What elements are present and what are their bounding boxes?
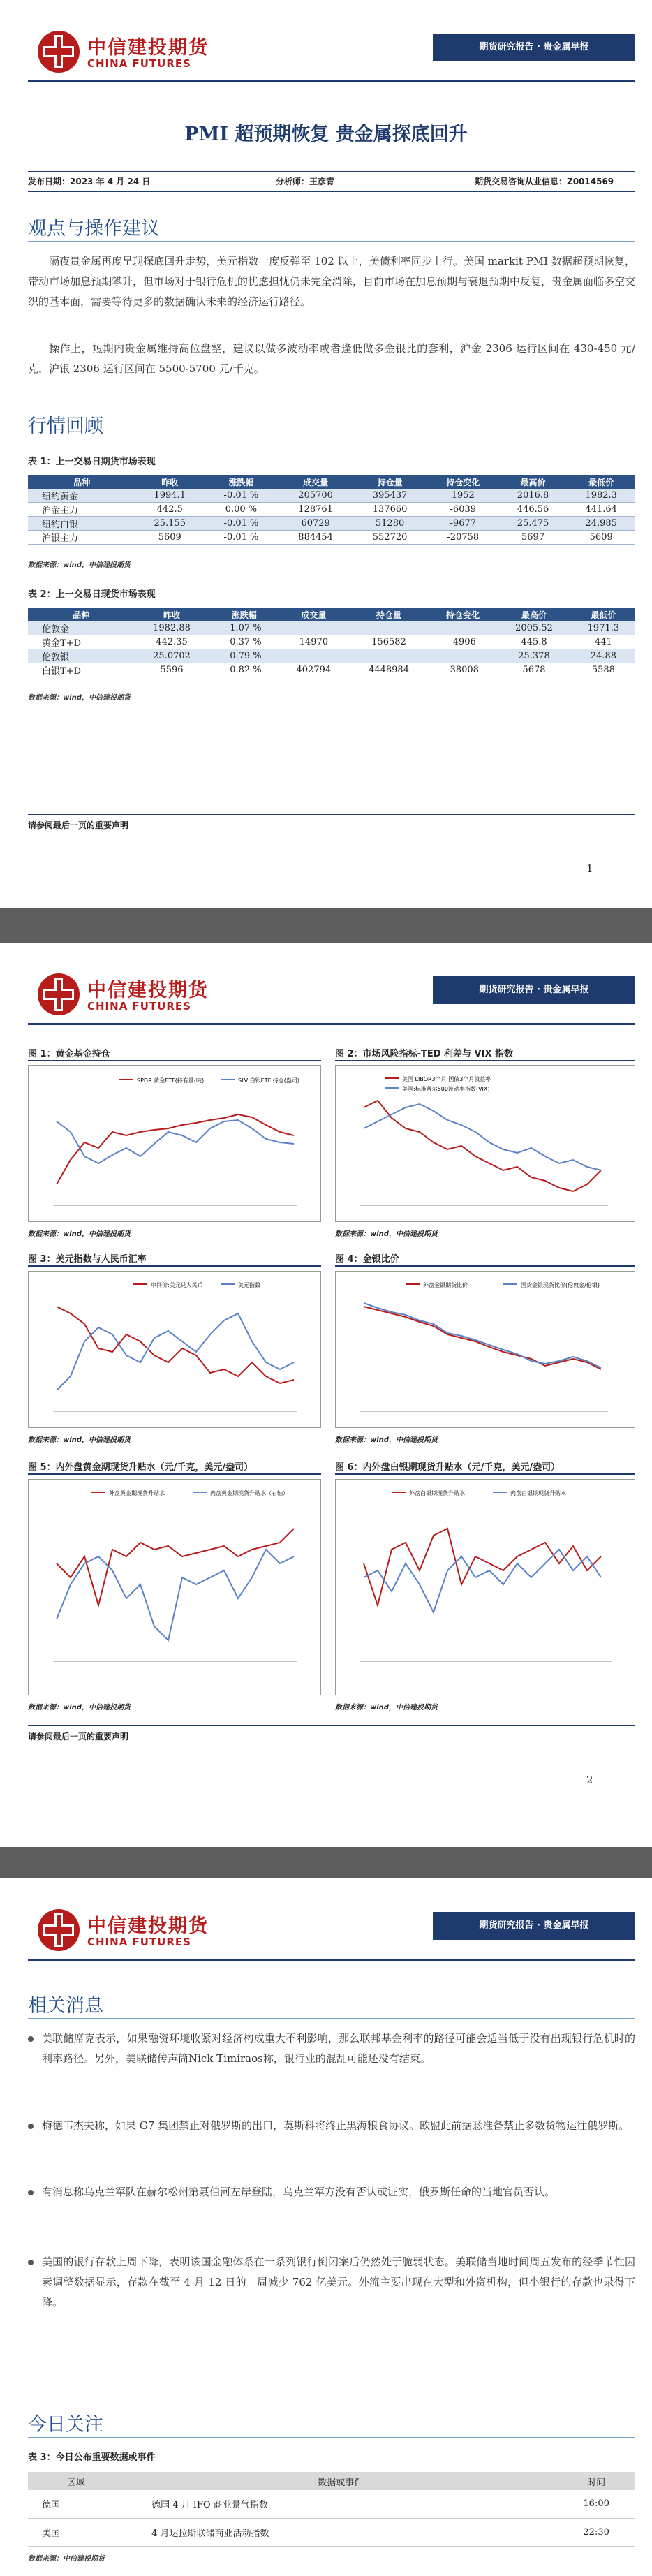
chart6-source: 数据来源：wind，中信建投期货 [335,1704,438,1712]
table-cell: 5596 [134,663,209,677]
page-number: 1 [586,862,593,875]
chart5-series-1 [57,1529,294,1605]
column-header: 持仓量 [353,475,427,489]
table-cell: 402794 [279,663,348,677]
table-cell: 22:30 [557,2518,635,2546]
table-row [28,649,635,663]
chart2-legend-2: 美国:标准普尔500波动率指数(VIX) [402,1086,490,1092]
table-row [28,531,635,545]
chart1-source: 数据来源：wind，中信建投期货 [28,1230,131,1238]
table-cell: – [348,621,429,635]
table-row [28,635,635,649]
section-title-today: 今日关注 [28,2414,103,2436]
column-header: 持仓变化 [427,475,499,489]
table-cell: -38008 [429,663,496,677]
table-row [28,621,635,635]
column-header: 涨跌幅 [204,475,279,489]
disclaimer: 请参阅最后一页的重要声明 [28,1725,635,1742]
table-cell: 156582 [348,635,429,649]
column-header: 昨收 [135,475,204,489]
column-header: 昨收 [134,608,209,621]
table-row [28,517,635,531]
table2-source: 数据来源：wind，中信建投期货 [28,694,131,702]
table-cell: 沪银主力 [28,531,135,545]
chart-title-rule [28,1060,321,1061]
column-header: 最低价 [572,608,635,621]
table-cell: 1994.1 [135,489,204,503]
chart6-series-1 [364,1529,601,1605]
table-cell: -6039 [427,503,499,517]
column-header: 成交量 [279,608,348,621]
table-cell [279,649,348,663]
news-item: 梅德韦杰夫称，如果 G7 集团禁止对俄罗斯的出口，莫斯科将终止黑海粮食协议。欧盟此前据悉准备禁止多数货物运往俄罗斯。 [42,2116,635,2136]
report-tag: 期货研究报告 · 贵金属早报 [433,976,635,1004]
chart3-source: 数据来源：wind，中信建投期货 [28,1436,131,1444]
company-logo-icon [36,972,81,1017]
table-cell: 25.475 [499,517,568,531]
table-row [28,489,635,503]
logo-en: CHINA FUTURES [87,1936,191,1948]
table-cell: 沪金主力 [28,503,135,517]
chart3-box [28,1271,321,1428]
table-cell: 2005.52 [496,621,572,635]
section-divider [28,2437,635,2438]
page-header [0,0,652,91]
chart1-plot [29,1066,320,1221]
table-cell: 24.88 [572,649,635,663]
chart4-box [335,1271,635,1428]
header-divider [28,80,635,82]
section-divider [28,241,635,242]
futures-table [28,475,635,545]
table-cell: 5678 [496,663,572,677]
table-cell: 纽约白银 [28,517,135,531]
table-cell: 1982.88 [134,621,209,635]
section-title-review: 行情回顾 [28,415,103,437]
license: 期货交易咨询从业信息：Z0014569 [475,177,614,186]
table-cell: 25.0702 [134,649,209,663]
table-cell: -0.82 % [209,663,279,677]
table-cell: 美国 [28,2518,124,2546]
chart1-box [28,1065,321,1222]
column-header: 数据或事件 [124,2472,557,2490]
spot-table [28,608,635,677]
publish-date: 发布日期：2023 年 4 月 24 日 [28,177,151,186]
chart3-legend-2: 美元指数 [238,1282,260,1288]
table3-title: 表 3：今日公布重要数据或事件 [28,2452,156,2463]
chart6-legend-2: 内盘白银期现货升贴水 [510,1490,566,1496]
table-cell: 442.5 [135,503,204,517]
chart3-series-1 [57,1307,294,1383]
logo-cn: 中信建投期货 [87,37,209,59]
table-cell: 14970 [279,635,348,649]
column-header: 品种 [28,608,134,621]
table-cell: 16:00 [557,2490,635,2518]
table2-title: 表 2：上一交易日现货市场表现 [28,589,156,600]
table-cell: 伦敦银 [28,649,134,663]
column-header: 持仓量 [348,608,429,621]
chart6-box [335,1479,635,1695]
chart1-legend-2: SLV 白银ETF 持仓(盎司) [238,1077,299,1084]
company-logo-icon [36,1908,81,1952]
logo-cn: 中信建投期货 [87,980,209,1001]
table-cell: -0.79 % [209,649,279,663]
table-cell: 德国 4 月 IFO 商业景气指数 [124,2490,557,2518]
news-item: 美联储席克表示，如果融资环境收紧对经济构成重大不利影响，那么联邦基金利率的路径可能会适当低于没有出现银行危机时的利率路径。另外，美联储传声筒Nick Timiraos称，银行业的混乱可能还没有结束。 [42,2029,635,2069]
chart2-legend-1: 美国 LIBOR3个月 国债3个月收益率 [402,1076,491,1082]
table-cell: – [279,621,348,635]
table-cell: 4448984 [348,663,429,677]
chart1-legend-1: SPDR 黄金ETF(持有量(吨) [137,1077,205,1084]
chart5-title: 图 5：内外盘黄金期现货升贴水（元/千克，美元/盎司） [28,1462,253,1473]
column-header: 最高价 [496,608,572,621]
chart-title-rule [28,1265,321,1267]
chart6-legend-1: 外盘白银期现货升贴水 [409,1490,465,1496]
chart2-box [335,1065,635,1222]
table-cell: 205700 [279,489,353,503]
table-cell [348,649,429,663]
table-cell: 5609 [567,531,635,545]
chart4-plot [336,1272,635,1427]
table-cell: -0.01 % [204,531,279,545]
table-cell: 445.8 [496,635,572,649]
column-header: 时间 [557,2472,635,2490]
table-row [28,663,635,677]
events-table [28,2472,635,2547]
table-cell: -20758 [427,531,499,545]
chart1-series-1 [57,1114,294,1184]
column-header: 最高价 [499,475,568,489]
column-header: 区域 [28,2472,124,2490]
table-cell: -4906 [429,635,496,649]
table-cell: 5588 [572,663,635,677]
table-cell: 441 [572,635,635,649]
news-item: 有消息称乌克兰军队在赫尔松州第聂伯河左岸登陆，乌克兰军方没有否认或证实，俄罗斯任命的当地官员否认。 [42,2182,635,2202]
section-divider [28,2018,635,2019]
table-cell: 552720 [353,531,427,545]
page-2 [0,943,652,1847]
chart3-legend-1: 中间价:美元兑人民币 [151,1282,203,1288]
chart-title-rule [335,1060,635,1061]
table-cell: 446.56 [499,503,568,517]
report-tag: 期货研究报告 · 贵金属早报 [433,1912,635,1940]
table-cell: 1952 [427,489,499,503]
table-cell: 5609 [135,531,204,545]
table-cell: 884454 [279,531,353,545]
table-cell [429,649,496,663]
logo-en: CHINA FUTURES [87,1000,191,1013]
table-cell: 128761 [279,503,353,517]
table-cell: 51280 [353,517,427,531]
chart6-plot [336,1480,635,1695]
table-cell: 黄金T+D [28,635,134,649]
table-cell: 25.378 [496,649,572,663]
table-cell: 442.35 [134,635,209,649]
analyst: 分析师：王彦青 [276,177,335,186]
chart2-source: 数据来源：wind，中信建投期货 [335,1230,438,1238]
table-cell: -0.01 % [204,517,279,531]
table-cell: 24.985 [567,517,635,531]
chart3-title: 图 3：美元指数与人民币汇率 [28,1254,147,1265]
chart3-series-2 [57,1313,294,1390]
table-row [28,2518,635,2546]
page-1 [0,0,652,908]
chart2-title: 图 2：市场风险指标-TED 利差与 VIX 指数 [335,1049,514,1059]
header-divider [28,1959,635,1961]
page-header [0,1878,652,1969]
table-row [28,2490,635,2518]
chart-title-rule [335,1265,635,1267]
table-cell: 4 月达拉斯联储商业活动指数 [124,2518,557,2546]
chart4-source: 数据来源：wind，中信建投期货 [335,1436,438,1444]
chart-title-rule [335,1473,635,1475]
chart5-legend-1: 外盘黄金期现货升贴水 [109,1490,165,1496]
table-cell: 纽约黄金 [28,489,135,503]
table-cell: 60729 [279,517,353,531]
table-cell: -0.01 % [204,489,279,503]
section-title-news: 相关消息 [28,1995,103,2017]
table-cell: -0.37 % [209,635,279,649]
table-cell: – [429,621,496,635]
section-title-views: 观点与操作建议 [28,218,160,240]
report-title: PMI 超预期恢复 贵金属探底回升 [184,124,468,145]
disclaimer: 请参阅最后一页的重要声明 [28,814,635,831]
table-cell: 5697 [499,531,568,545]
table-cell: 0.00 % [204,503,279,517]
column-header: 成交量 [279,475,353,489]
page-3 [0,1878,652,2576]
chart6-series-2 [364,1550,601,1612]
table-cell: 伦敦金 [28,621,134,635]
paragraph-views: 隔夜贵金属再度呈现探底回升走势，美元指数一度反弹至 102 以上，美债利率同步上行。美国 markit PMI 数据超预期恢复，带动市场加息预期攀升，但市场对于银行危机的忧虑担忧仍未完全消除，目前市场在加息预期与衰退预期中反复，贵金属面临多空交织的基本面，需要等待更多的数据确认未来的经济运行路径。 [28,255,636,308]
table-cell: 25.155 [135,517,204,531]
paragraph-strategy: 操作上，短期内贵金属维持高位盘整，建议以做多波动率或者逢低做多金银比的套利，沪金 2306 运行区间在 430-450 元/克，沪银 2306 运行区间在 5500-5700 元/千克。 [28,342,635,375]
table1-title: 表 1：上一交易日期货市场表现 [28,457,156,467]
info-bar [28,171,635,192]
table-cell: 395437 [353,489,427,503]
column-header: 持仓变化 [429,608,496,621]
table-cell: 白银T+D [28,663,134,677]
logo-en: CHINA FUTURES [87,57,191,70]
chart2-plot [336,1066,635,1221]
table1-source: 数据来源：wind，中信建投期货 [28,561,131,569]
table-cell: 441.64 [567,503,635,517]
table-cell: -1.07 % [209,621,279,635]
chart1-title: 图 1：黄金基金持仓 [28,1049,110,1059]
table-cell: 2016.8 [499,489,568,503]
news-item: 美国的银行存款上周下降，表明该国金融体系在一系列银行倒闭案后仍然处于脆弱状态。美联储当地时间周五发布的经季节性因素调整数据显示，存款在截至 4 月 12 日的一周减少 762 亿美元。外流主要出现在大型和外资机构，但小银行的存款也录得下降。 [42,2252,635,2313]
page-number: 2 [586,1774,593,1786]
chart4-legend-2: 国货金银现货比价(伦敦金/伦银) [521,1282,600,1288]
chart5-legend-2: 内盘黄金期现货升贴水（右轴） [210,1490,288,1496]
table-row [28,503,635,517]
chart4-legend-1: 外盘金银期货比价 [423,1282,468,1288]
chart5-source: 数据来源：wind，中信建投期货 [28,1704,131,1712]
table-cell: -9677 [427,517,499,531]
column-header: 最低价 [567,475,635,489]
chart5-box [28,1479,321,1695]
table3-source: 数据来源：中信建投期货 [28,2555,105,2563]
chart3-plot [29,1272,320,1427]
chart5-plot [29,1480,320,1695]
chart4-title: 图 4：金银比价 [335,1254,399,1265]
company-logo-icon [36,29,81,74]
chart2-series-1 [364,1101,601,1191]
chart4-series-1 [364,1307,601,1369]
table-cell: 德国 [28,2490,124,2518]
chart4-series-2 [364,1303,601,1368]
header-divider [28,1023,635,1025]
column-header: 品种 [28,475,135,489]
chart6-title: 图 6：内外盘白银期现货升贴水（元/千克，美元/盎司） [335,1462,561,1473]
chart-title-rule [28,1473,321,1475]
table-cell: 1982.3 [567,489,635,503]
column-header: 涨跌幅 [209,608,279,621]
table-cell: 1971.3 [572,621,635,635]
logo-cn: 中信建投期货 [87,1915,209,1937]
page-header [0,943,652,1033]
chart5-series-2 [57,1550,294,1640]
report-tag: 期货研究报告 · 贵金属早报 [433,34,635,61]
table-cell: 137660 [353,503,427,517]
